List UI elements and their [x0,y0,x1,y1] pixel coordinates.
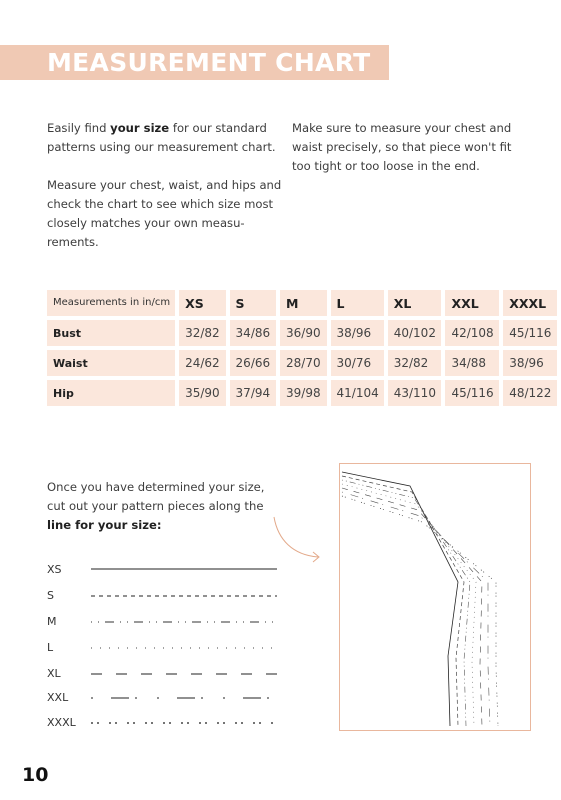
table-cell: 35/90 [179,380,225,406]
legend-row-xxxl [47,715,287,731]
legend-label: XL [47,667,61,680]
table-corner-label: Measurements in in/cm [47,290,175,316]
table-cell: 28/70 [280,350,326,376]
table-row [47,320,557,346]
size-header: XXL [445,290,499,316]
table-cell: 24/62 [179,350,225,376]
table-cell: 43/110 [388,380,442,406]
size-header: XL [388,290,442,316]
pattern-lines-icon [340,464,530,730]
table-cell: 36/90 [280,320,326,346]
table-header-row [47,290,557,316]
arrow-icon [268,515,328,565]
legend-row-xl [47,666,287,682]
page-title: MEASUREMENT CHART [47,48,371,77]
line-style-xl [89,666,279,682]
legend-label: XS [47,563,62,576]
table-cell: 38/96 [331,320,384,346]
intro-paragraph-1 [47,119,282,157]
table-cell: 30/76 [331,350,384,376]
intro-text: for our standard patterns using our measurement chart. [47,121,276,154]
table-cell: 39/98 [280,380,326,406]
table-cell: 37/94 [230,380,276,406]
line-style-xxxl [89,715,279,731]
line-style-m [89,614,279,630]
legend-label: L [47,641,54,654]
line-style-l [89,640,279,656]
table-cell: 45/116 [445,380,499,406]
row-label: Waist [47,350,175,376]
row-label: Bust [47,320,175,346]
cut-instructions [47,478,277,535]
legend-row-s [47,588,287,604]
intro-text: Easily find [47,121,111,135]
legend-row-l [47,640,287,656]
table-cell: 42/108 [445,320,499,346]
line-style-s [89,588,279,604]
table-cell: 45/116 [503,320,557,346]
size-header: XS [179,290,225,316]
table-cell: 26/66 [230,350,276,376]
page-number: 10 [22,764,49,786]
legend-row-m [47,614,287,630]
legend-label: XXL [47,691,69,704]
table-cell: 34/88 [445,350,499,376]
legend-label: S [47,589,54,602]
cut-instructions-bold: line for your size: [47,518,162,532]
pattern-illustration [339,463,531,731]
intro-bold-text: your size [110,121,170,135]
legend-label: M [47,615,57,628]
table-cell: 34/86 [230,320,276,346]
table-row [47,350,557,376]
table-cell: 32/82 [179,320,225,346]
size-header: S [230,290,276,316]
intro-paragraph-2: Measure your chest, waist, and hips and check the chart to see which size most closely matches your own measu-rements. [47,178,282,249]
table-cell: 40/102 [388,320,442,346]
table-cell: 48/122 [503,380,557,406]
legend-row-xs [47,562,287,578]
legend-row-xxl [47,690,287,706]
line-style-xxl [89,690,279,706]
table-row [47,380,557,406]
cut-instructions-text: Once you have determined your size, cut out your pattern pieces along the [47,480,265,513]
table-cell: 41/104 [331,380,384,406]
measurement-table [43,286,561,410]
intro-paragraph-3: Make sure to measure your chest and waist precisely, so that piece won't fit too tight or too loose in the end. [292,121,512,173]
size-header: M [280,290,326,316]
line-style-xs [89,562,279,578]
size-header: L [331,290,384,316]
table-cell: 38/96 [503,350,557,376]
table-cell: 32/82 [388,350,442,376]
legend-label: XXXL [47,716,76,729]
size-header: XXXL [503,290,557,316]
row-label: Hip [47,380,175,406]
